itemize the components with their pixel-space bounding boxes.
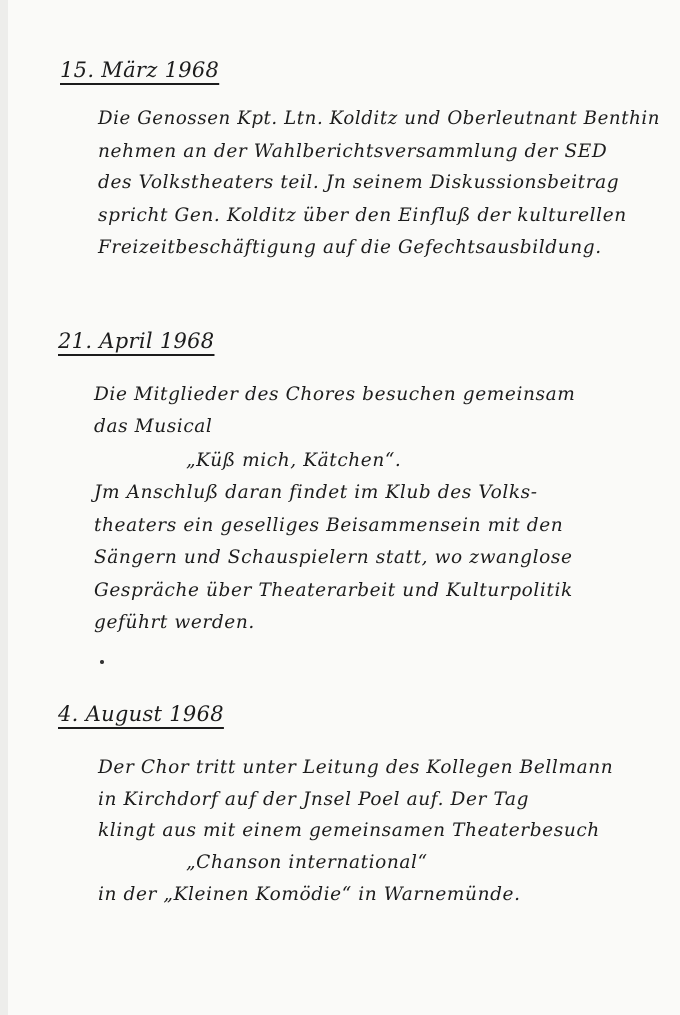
entry-text-line: Jm Anschluß daran findet im Klub des Volks-: [94, 482, 538, 503]
entry-text-line: spricht Gen. Kolditz über den Einfluß der kulturellen: [98, 205, 627, 226]
entry-text-line: „Chanson international“: [186, 852, 428, 873]
entry-text-line: in Kirchdorf auf der Jnsel Poel auf. Der Tag: [98, 789, 530, 810]
entry-text-line: Die Genossen Kpt. Ltn. Kolditz und Oberleutnant Benthin: [98, 108, 661, 129]
entry-text-line: nehmen an der Wahlberichtsversammlung der SED: [98, 141, 608, 162]
entry-text-line: klingt aus mit einem gemeinsamen Theaterbesuch: [98, 820, 600, 841]
entry-text-line: das Musical: [94, 416, 213, 437]
page-edge: [0, 0, 8, 1015]
entry-date: 4. August 1968: [58, 702, 224, 726]
ink-dot: [100, 660, 104, 664]
entry-text-line: geführt werden.: [94, 612, 255, 633]
entry-text-line: Der Chor tritt unter Leitung des Kollegen Bellmann: [98, 757, 614, 778]
entry-text-line: Sängern und Schauspielern statt, wo zwanglose: [94, 547, 573, 568]
entry-date: 21. April 1968: [58, 329, 215, 353]
entry-text-line: des Volkstheaters teil. Jn seinem Diskussionsbeitrag: [98, 172, 620, 193]
entry-text-line: „Küß mich, Kätchen“.: [186, 450, 402, 471]
entry-text-line: in der „Kleinen Komödie“ in Warnemünde.: [98, 884, 521, 905]
entry-text-line: theaters ein geselliges Beisammensein mit den: [94, 515, 564, 536]
entry-text-line: Freizeitbeschäftigung auf die Gefechtsausbildung.: [98, 237, 602, 258]
entry-text-line: Die Mitglieder des Chores besuchen gemeinsam: [94, 384, 576, 405]
entry-date: 15. März 1968: [60, 58, 220, 82]
entry-text-line: Gespräche über Theaterarbeit und Kulturpolitik: [94, 580, 573, 601]
